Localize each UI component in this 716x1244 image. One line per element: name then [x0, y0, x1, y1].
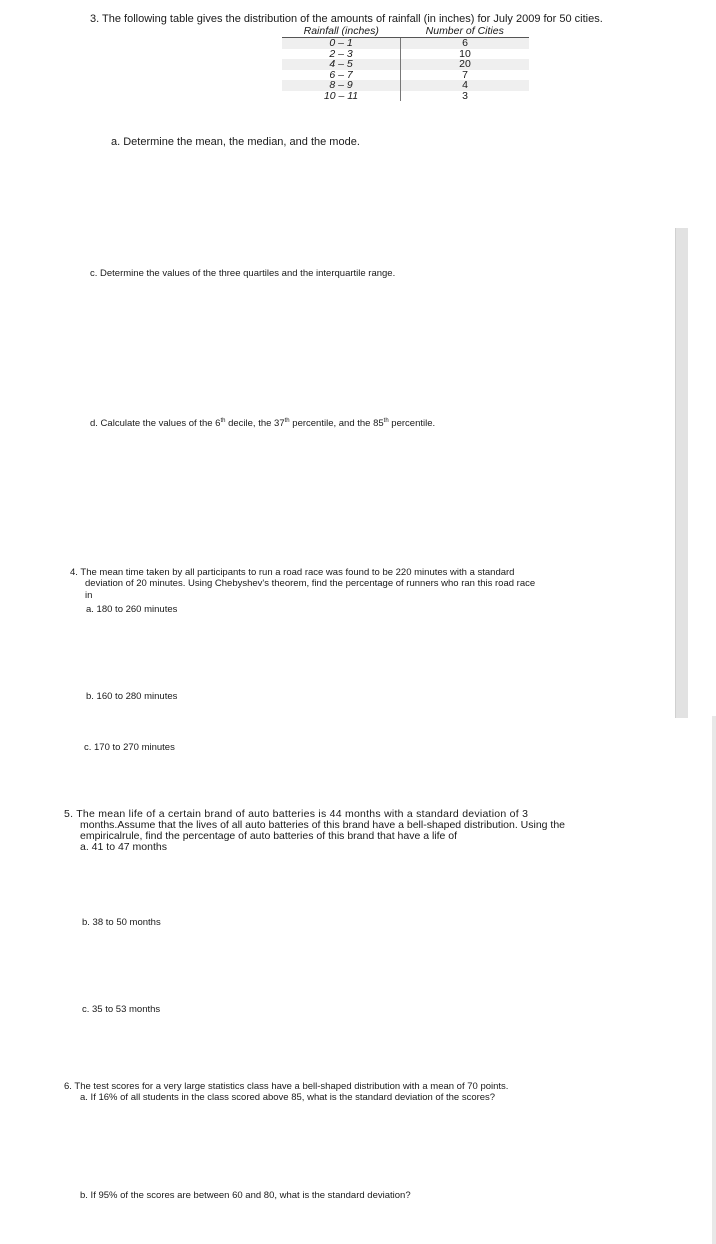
q4-part-c: c. 170 to 270 minutes	[84, 742, 175, 753]
q4-part-b: b. 160 to 280 minutes	[86, 691, 178, 702]
q3-part-d-text: decile, the 37	[225, 418, 285, 429]
q6-stem: 6. The test scores for a very large statistics class have a bell-shaped distribution with a mean of 70 points.	[64, 1081, 509, 1092]
q5-part-c: c. 35 to 53 months	[82, 1004, 161, 1015]
q4-stem-line1: 4. The mean time taken by all participants to run a road race was found to be 220 minutes with a standard	[70, 567, 515, 578]
q3-part-c: c. Determine the values of the three quartiles and the interquartile range.	[90, 268, 396, 279]
table-row	[282, 80, 529, 91]
rainfall-cell: 8 – 9	[282, 80, 401, 91]
lower-page-scrollbar[interactable]	[712, 716, 716, 1244]
table-row	[282, 49, 529, 60]
q5-stem-line2: months.Assume that the lives of all auto batteries of this brand have a bell-shaped distribution. Using the	[80, 819, 566, 831]
cities-cell: 4	[401, 80, 530, 91]
rainfall-cell: 2 – 3	[329, 47, 353, 60]
q3-part-d-text: percentile, and the 85	[289, 418, 384, 429]
rainfall-cell: 0 – 1	[282, 38, 401, 49]
table-row	[282, 59, 529, 70]
ordinal-suffix: th	[220, 417, 226, 424]
q3-part-d	[90, 418, 435, 429]
q5-stem-line1: 5. The mean life of a certain brand of auto batteries is 44 months with a standard deviation of 3	[64, 808, 529, 820]
q6-part-b: b. If 95% of the scores are between 60 and 80, what is the standard deviation?	[80, 1190, 411, 1201]
cities-cell: 6	[401, 38, 530, 49]
table-row	[282, 70, 529, 81]
q5-stem-line3: empiricalrule, find the percentage of auto batteries of this brand that have a life of	[80, 830, 458, 842]
q6-part-a: a. If 16% of all students in the class scored above 85, what is the standard deviation of the scores?	[80, 1092, 496, 1103]
ordinal-suffix: th	[383, 417, 389, 424]
q5-part-a: a. 41 to 47 months	[80, 841, 167, 853]
q4-stem-line3: in	[85, 590, 93, 601]
cities-cell: 10	[401, 49, 530, 60]
cities-cell: 3	[401, 91, 530, 102]
q3-part-a: a. Determine the mean, the median, and the mode.	[111, 136, 360, 148]
q3-stem: 3. The following table gives the distribution of the amounts of rainfall (in inches) for July 2009 for 50 cities.	[90, 13, 603, 25]
cities-cell: 7	[401, 70, 530, 81]
table-header-cities: Number of Cities	[401, 26, 530, 38]
cities-cell: 20	[401, 59, 530, 70]
table-header-rainfall: Rainfall (inches)	[282, 26, 401, 38]
q3-part-d-text: d. Calculate the values of the 6	[90, 418, 221, 429]
q5-part-b: b. 38 to 50 months	[82, 917, 161, 928]
upper-page-scrollbar[interactable]	[675, 228, 688, 718]
q4-part-a: a. 180 to 260 minutes	[86, 604, 178, 615]
rainfall-cell: 6 – 7	[329, 68, 353, 81]
table-row	[282, 91, 529, 102]
q3-part-d-text: percentile.	[388, 418, 436, 429]
rainfall-cell: 4 – 5	[282, 59, 401, 70]
ordinal-suffix: th	[284, 417, 290, 424]
table-row	[282, 38, 529, 49]
rainfall-table	[282, 26, 529, 101]
rainfall-cell: 10 – 11	[323, 89, 359, 102]
q4-stem-line2: deviation of 20 minutes. Using Chebyshev's theorem, find the percentage of runners who ran this road race	[85, 578, 536, 589]
